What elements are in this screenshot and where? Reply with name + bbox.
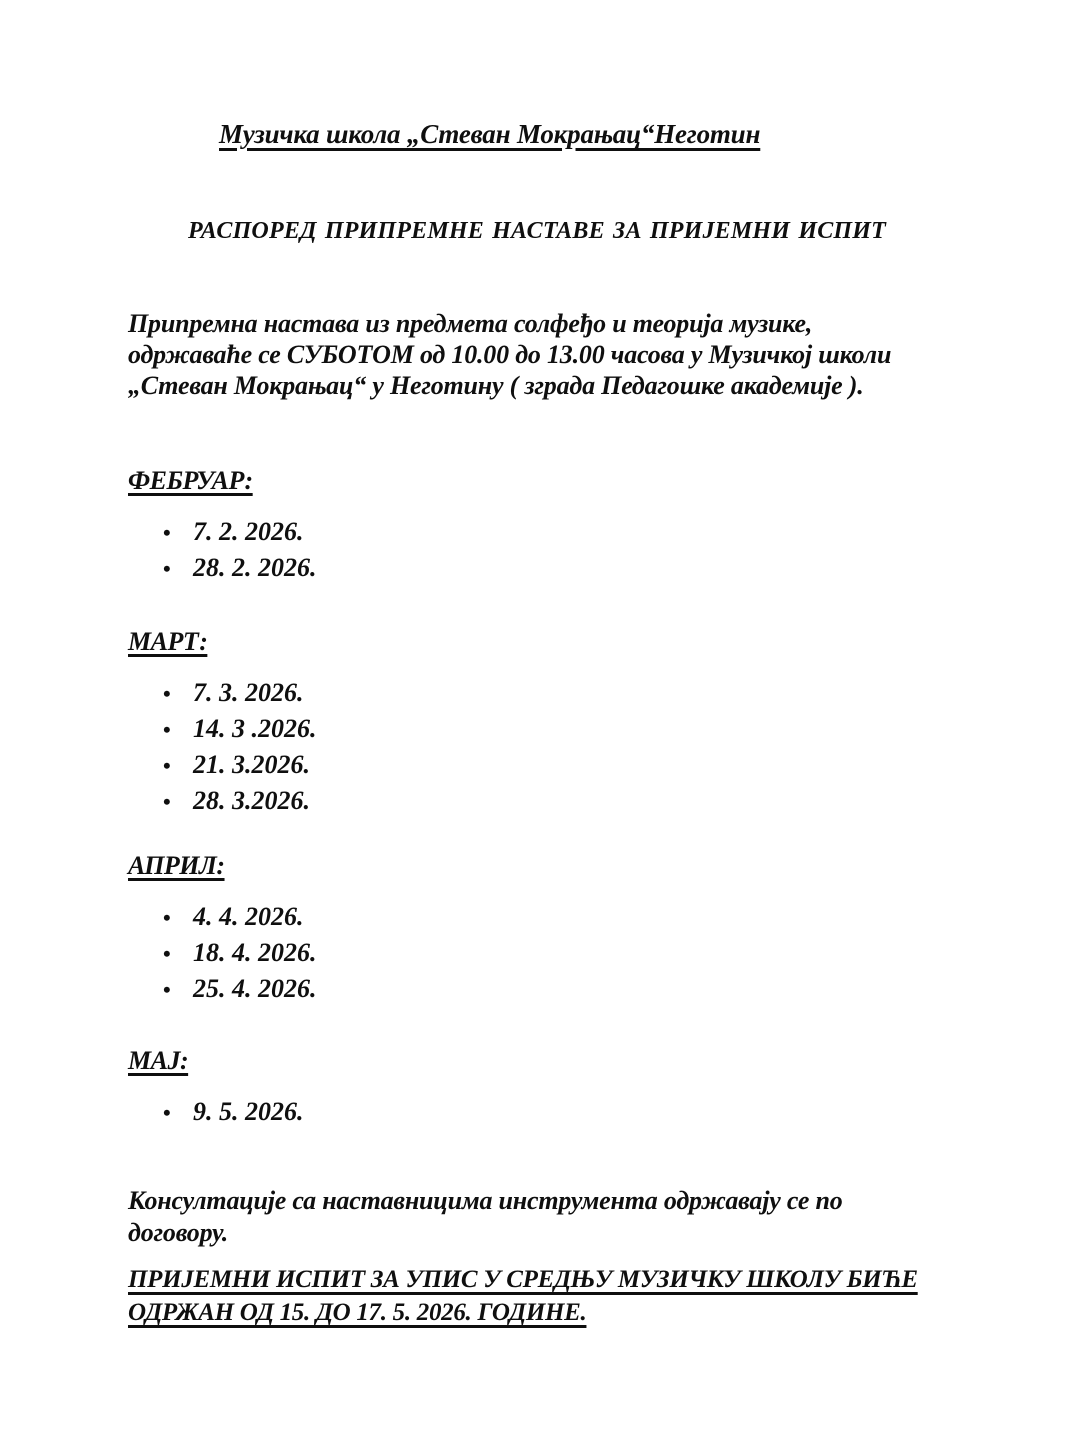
date-text: 7. 2. 2026. bbox=[193, 517, 304, 546]
bullet-icon: • bbox=[163, 905, 171, 930]
list-item bbox=[163, 675, 317, 711]
list-item bbox=[163, 971, 317, 1007]
date-text: 7. 3. 2026. bbox=[193, 678, 304, 707]
bullet-icon: • bbox=[163, 681, 171, 706]
intro-line: одржаваће се СУБОТОМ од 10.00 до 13.00 часова у Музичкој школи bbox=[128, 340, 892, 369]
month-heading-may: МАЈ: bbox=[128, 1046, 189, 1075]
bullet-icon: • bbox=[163, 941, 171, 966]
document-title: РАСПОРЕД ПРИПРЕМНЕ НАСТАВЕ ЗА ПРИЈЕМНИ ИСПИТ bbox=[188, 218, 887, 244]
bullet-icon: • bbox=[163, 717, 171, 742]
date-text: 14. 3 .2026. bbox=[193, 714, 317, 743]
consultations-line: Консултације са наставницима инструмента одржавају се по bbox=[128, 1186, 843, 1215]
intro-line: „Стеван Мокрањац“ у Неготину ( зграда Педагошке академије ). bbox=[128, 371, 864, 400]
date-text: 18. 4. 2026. bbox=[193, 938, 317, 967]
list-item bbox=[163, 747, 317, 783]
list-item bbox=[163, 899, 317, 935]
bullet-icon: • bbox=[163, 1100, 171, 1125]
date-list-march bbox=[128, 675, 317, 819]
date-list-may bbox=[128, 1094, 304, 1130]
section-february bbox=[128, 465, 317, 586]
bullet-icon: • bbox=[163, 556, 171, 581]
date-list-april bbox=[128, 899, 317, 1007]
month-heading-april: АПРИЛ: bbox=[128, 851, 225, 880]
date-text: 21. 3.2026. bbox=[193, 750, 310, 779]
school-name-title: Музичка школа „Стеван Мокрањац“Неготин bbox=[219, 119, 761, 149]
date-text: 28. 2. 2026. bbox=[193, 553, 317, 582]
consultations-line: договору. bbox=[128, 1218, 229, 1247]
date-text: 9. 5. 2026. bbox=[193, 1097, 304, 1126]
date-text: 4. 4. 2026. bbox=[193, 902, 304, 931]
section-march bbox=[128, 626, 317, 819]
exam-notice-line: ОДРЖАН ОД 15. ДО 17. 5. 2026. ГОДИНЕ. bbox=[128, 1299, 587, 1326]
bullet-icon: • bbox=[163, 753, 171, 778]
month-heading-february: ФЕБРУАР: bbox=[128, 466, 253, 495]
date-text: 25. 4. 2026. bbox=[193, 974, 317, 1003]
list-item bbox=[163, 783, 317, 819]
month-heading-march: МАРТ: bbox=[128, 627, 208, 656]
section-may bbox=[128, 1045, 304, 1130]
list-item bbox=[163, 711, 317, 747]
date-text: 28. 3.2026. bbox=[193, 786, 310, 815]
consultations-paragraph bbox=[128, 1185, 843, 1249]
list-item bbox=[163, 1094, 304, 1130]
bullet-icon: • bbox=[163, 977, 171, 1002]
list-item bbox=[163, 550, 317, 586]
bullet-icon: • bbox=[163, 789, 171, 814]
section-april bbox=[128, 850, 317, 1007]
intro-line: Припремна настава из предмета солфеђо и теорија музике, bbox=[128, 309, 813, 338]
list-item bbox=[163, 514, 317, 550]
date-list-february bbox=[128, 514, 317, 586]
bullet-icon: • bbox=[163, 520, 171, 545]
list-item bbox=[163, 935, 317, 971]
exam-notice-paragraph bbox=[128, 1263, 918, 1329]
intro-paragraph bbox=[128, 308, 988, 401]
exam-notice-line: ПРИЈЕМНИ ИСПИТ ЗА УПИС У СРЕДЊУ МУЗИЧКУ ШКОЛУ БИЋЕ bbox=[128, 1266, 918, 1293]
